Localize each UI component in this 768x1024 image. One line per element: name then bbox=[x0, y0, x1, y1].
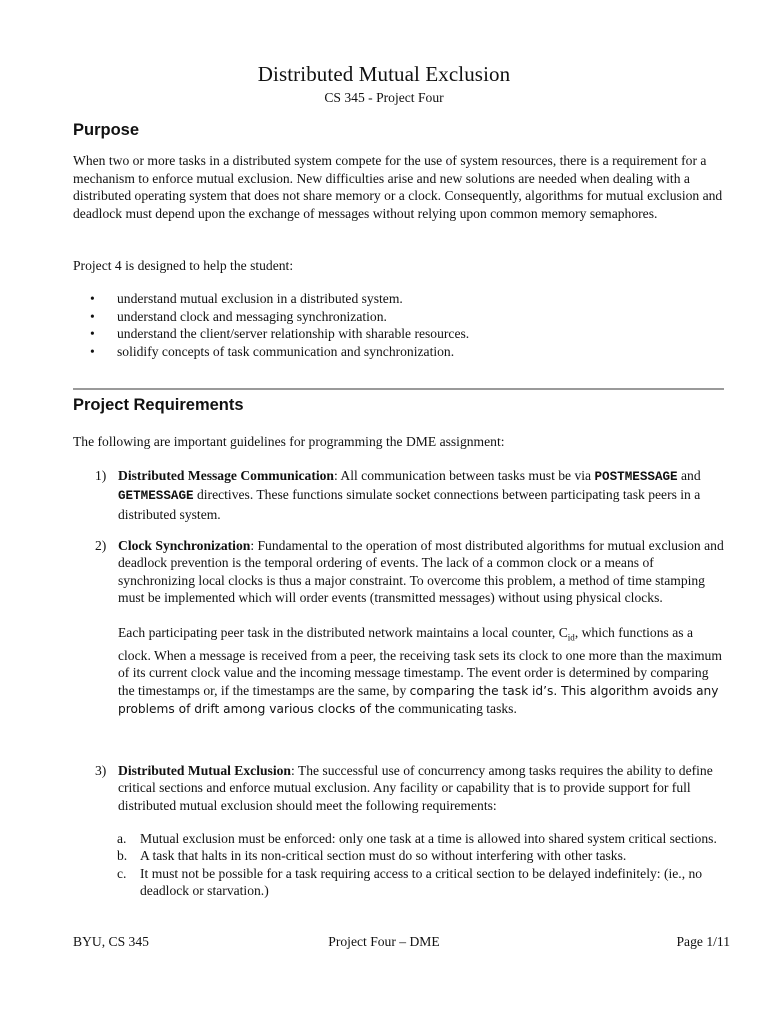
bullet-icon: • bbox=[90, 326, 95, 342]
list-item-text: understand mutual exclusion in a distributed system. bbox=[117, 291, 403, 306]
list-item bbox=[73, 308, 469, 326]
list-item bbox=[117, 830, 727, 847]
requirement-item-2 bbox=[95, 537, 727, 718]
dme-requirements-list bbox=[117, 830, 727, 900]
purpose-heading: Purpose bbox=[73, 121, 140, 139]
item-text: and bbox=[677, 468, 701, 483]
bullet-icon: • bbox=[90, 291, 95, 306]
purpose-intro: Project 4 is designed to help the student: bbox=[73, 258, 294, 273]
purpose-paragraph: When two or more tasks in a distributed system compete for the use of system resources, there is a requirement for a mechanism to enforce mutual exclusion. New difficulties arise and new solutions are needed when dealing with a distributed operating system that does not share memory or a clock. Consequently, algorithms for mutual exclusion and deadlock must depend upon the exchange of messages without relying upon common memory semaphores. bbox=[73, 153, 723, 221]
item-text: : The successful use of concurrency among tasks requires the ability to define critical sections and enforce mutual exclusion. Any facility or capability that is to provide support for full distributed mutual exclusion should meet the following requirements: bbox=[118, 763, 713, 813]
document-title: Distributed Mutual Exclusion bbox=[257, 62, 511, 86]
list-item-text: It must not be possible for a task requiring access to a critical section to be delayed indefinitely: (ie., no deadlock or starvation.) bbox=[140, 865, 703, 899]
list-item bbox=[73, 290, 469, 308]
list-item-text: A task that halts in its non-critical section must do so without interfering with other tasks. bbox=[140, 848, 627, 864]
item-letter: b. bbox=[117, 848, 128, 864]
item-letter: a. bbox=[117, 831, 127, 846]
footer-page-number: Page 1/11 bbox=[676, 934, 730, 949]
item-body bbox=[118, 537, 727, 607]
item-text: Each participating peer task in the distributed network maintains a local counter, C bbox=[118, 624, 568, 640]
list-item bbox=[73, 343, 469, 361]
list-item-text: Mutual exclusion must be enforced: only one task at a time is allowed into shared system critical sections. bbox=[140, 831, 717, 846]
item-title: Distributed Message Communication bbox=[118, 468, 334, 483]
goals-list bbox=[73, 290, 469, 360]
item-number: 1) bbox=[95, 468, 107, 483]
footer-left: BYU, CS 345 bbox=[73, 934, 149, 949]
code-postmessage: POSTMESSAGE bbox=[594, 470, 678, 484]
item-text: : Fundamental to the operation of most distributed algorithms for mutual exclusion and deadlock prevention is the temporal ordering of events. The lack of a common clock or a means of synchronizing local clocks is thus a major constraint. To overcome this problem, a method of time stamping must be implemented which will order events (transmitted messages) without using physical clocks. bbox=[118, 538, 724, 606]
item-title: Distributed Mutual Exclusion bbox=[118, 763, 291, 778]
bullet-icon: • bbox=[90, 343, 95, 359]
item-text: directives. These functions simulate socket connections between participating task peers in a distributed system. bbox=[118, 487, 701, 522]
list-item-text: understand clock and messaging synchronization. bbox=[117, 308, 387, 324]
item-title: Clock Synchronization bbox=[118, 538, 251, 553]
footer-center: Project Four – DME bbox=[328, 934, 440, 949]
requirement-item-1 bbox=[95, 467, 727, 523]
item-number: 2) bbox=[95, 538, 107, 553]
item-text: , which functions as a clock. When a message is received from a peer, the receiving task sets its clock to one more than the maximum of its current clock value and the incoming message timestamp. The event order is determined by comparing the timestamps or, if the timestamps are the same, by bbox=[118, 624, 722, 698]
list-item bbox=[73, 325, 469, 343]
item-paragraph-2 bbox=[118, 624, 727, 719]
code-getmessage: GETMESSAGE bbox=[118, 489, 194, 504]
list-item bbox=[117, 847, 727, 864]
item-letter: c. bbox=[117, 865, 127, 881]
requirements-heading: Project Requirements bbox=[73, 396, 244, 414]
item-body bbox=[118, 762, 727, 814]
item-body bbox=[118, 467, 727, 523]
list-item-text: understand the client/server relationship with sharable resources. bbox=[117, 326, 470, 342]
section-divider bbox=[73, 388, 724, 390]
item-text: communicating tasks. bbox=[394, 700, 517, 716]
requirement-item-3 bbox=[95, 762, 727, 814]
requirements-intro: The following are important guidelines for programming the DME assignment: bbox=[73, 434, 505, 449]
item-number: 3) bbox=[95, 763, 107, 778]
bullet-icon: • bbox=[90, 308, 95, 324]
document-subtitle: CS 345 - Project Four bbox=[324, 90, 444, 105]
item-text: : All communication between tasks must be via bbox=[333, 468, 595, 483]
subscript-id: id bbox=[567, 632, 575, 643]
list-item-text: solidify concepts of task communication and synchronization. bbox=[117, 343, 455, 359]
list-item bbox=[117, 865, 727, 900]
item-text-sans: comparing the task id’s. This algorithm avoids any problems of drift among various clocks of the bbox=[118, 683, 719, 716]
